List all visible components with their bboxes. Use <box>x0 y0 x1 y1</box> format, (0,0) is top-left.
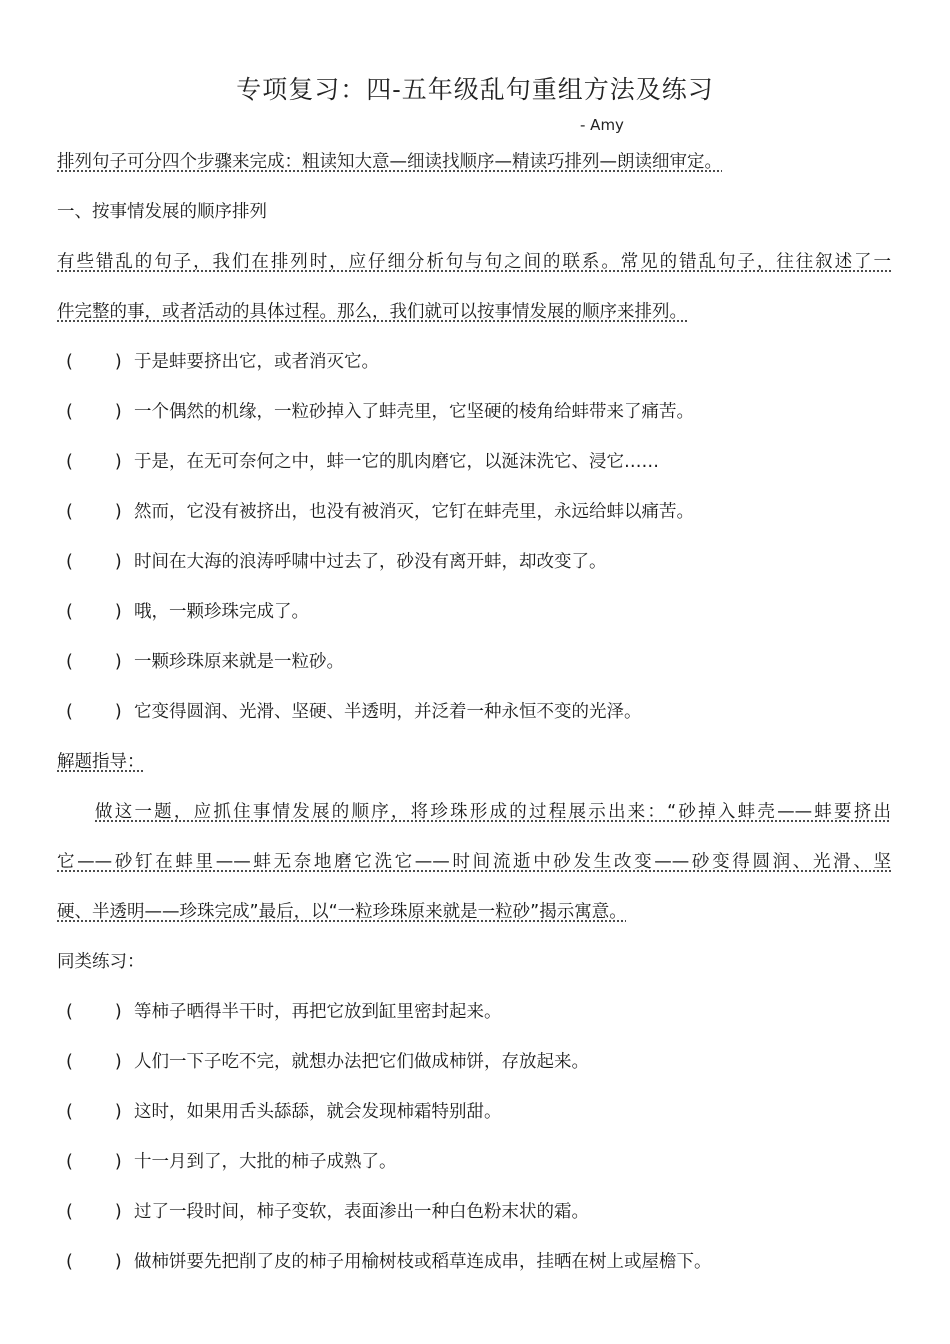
practice-item-text: 十一月到了，大批的柿子成熟了。 <box>134 1152 397 1172</box>
answer-blank[interactable]: ( ) <box>66 652 122 672</box>
section-heading: 一、按事情发展的顺序排列 <box>57 202 267 222</box>
exercise-item-text: 它变得圆润、光滑、坚硬、半透明，并泛着一种永恒不变的光泽。 <box>134 702 642 722</box>
exercise-item <box>66 500 694 524</box>
answer-blank[interactable]: ( ) <box>66 602 122 622</box>
exercise-item <box>66 400 694 424</box>
intro-steps: 排列句子可分四个步骤来完成：粗读知大意—细读找顺序—精读巧排列—朗读细审定。 <box>57 152 722 172</box>
exercise-item <box>66 550 607 574</box>
answer-blank[interactable]: ( ) <box>66 702 122 722</box>
answer-blank[interactable]: ( ) <box>66 1152 122 1172</box>
exercise-item <box>66 450 659 474</box>
practice-item-text: 人们一下子吃不完，就想办法把它们做成柿饼，存放起来。 <box>134 1052 589 1072</box>
page-title: 专项复习：四-五年级乱句重组方法及练习 <box>236 75 714 104</box>
answer-blank[interactable]: ( ) <box>66 502 122 522</box>
practice-item-text: 等柿子晒得半干时，再把它放到缸里密封起来。 <box>134 1002 502 1022</box>
practice-item <box>66 1050 589 1074</box>
practice-item <box>66 1000 502 1024</box>
practice-item <box>66 1250 712 1274</box>
exercise-item-text: 一颗珍珠原来就是一粒砂。 <box>134 652 344 672</box>
answer-blank[interactable]: ( ) <box>66 352 122 372</box>
exercise-item-text: 哦，一颗珍珠完成了。 <box>134 602 309 622</box>
section-description-line: 有些错乱的句子，我们在排列时，应仔细分析句与句之间的联系。常见的错乱句子，往往叙述了一 <box>57 252 891 272</box>
exercise-item <box>66 600 309 624</box>
author-line: - Amy <box>580 116 624 134</box>
exercise-item <box>66 350 379 374</box>
guide-text-line: 它——砂钉在蚌里——蚌无奈地磨它洗它——时间流逝中砂发生改变——砂变得圆润、光滑、坚 <box>57 852 891 872</box>
exercise-item <box>66 700 642 724</box>
exercise-item-text: 于是，在无可奈何之中，蚌一它的肌肉磨它，以涎沫洗它、浸它…… <box>134 452 659 472</box>
practice-heading: 同类练习： <box>57 952 145 972</box>
answer-blank[interactable]: ( ) <box>66 452 122 472</box>
practice-item <box>66 1100 502 1124</box>
guide-heading: 解题指导： <box>57 752 145 772</box>
answer-blank[interactable]: ( ) <box>66 1252 122 1272</box>
guide-text-line: 硬、半透明——珍珠完成”最后，以“一粒珍珠原来就是一粒砂”揭示寓意。 <box>57 902 627 922</box>
answer-blank[interactable]: ( ) <box>66 1102 122 1122</box>
answer-blank[interactable]: ( ) <box>66 1052 122 1072</box>
section-description-line: 件完整的事，或者活动的具体过程。那么，我们就可以按事情发展的顺序来排列。 <box>57 302 687 322</box>
practice-item-text: 这时，如果用舌头舔舔，就会发现柿霜特别甜。 <box>134 1102 502 1122</box>
answer-blank[interactable]: ( ) <box>66 552 122 572</box>
exercise-item <box>66 650 344 674</box>
guide-text-line: 做这一题，应抓住事情发展的顺序，将珍珠形成的过程展示出来：“砂掉入蚌壳——蚌要挤出 <box>95 802 891 822</box>
practice-item-text: 过了一段时间，柿子变软，表面渗出一种白色粉末状的霜。 <box>134 1202 589 1222</box>
answer-blank[interactable]: ( ) <box>66 1002 122 1022</box>
answer-blank[interactable]: ( ) <box>66 1202 122 1222</box>
practice-item <box>66 1200 589 1224</box>
practice-item <box>66 1150 397 1174</box>
exercise-item-text: 时间在大海的浪涛呼啸中过去了，砂没有离开蚌，却改变了。 <box>134 552 607 572</box>
answer-blank[interactable]: ( ) <box>66 402 122 422</box>
exercise-item-text: 然而，它没有被挤出，也没有被消灭，它钉在蚌壳里，永远给蚌以痛苦。 <box>134 502 694 522</box>
practice-item-text: 做柿饼要先把削了皮的柿子用榆树枝或稻草连成串，挂晒在树上或屋檐下。 <box>134 1252 712 1272</box>
exercise-item-text: 一个偶然的机缘，一粒砂掉入了蚌壳里，它坚硬的棱角给蚌带来了痛苦。 <box>134 402 694 422</box>
exercise-item-text: 于是蚌要挤出它，或者消灭它。 <box>134 352 379 372</box>
